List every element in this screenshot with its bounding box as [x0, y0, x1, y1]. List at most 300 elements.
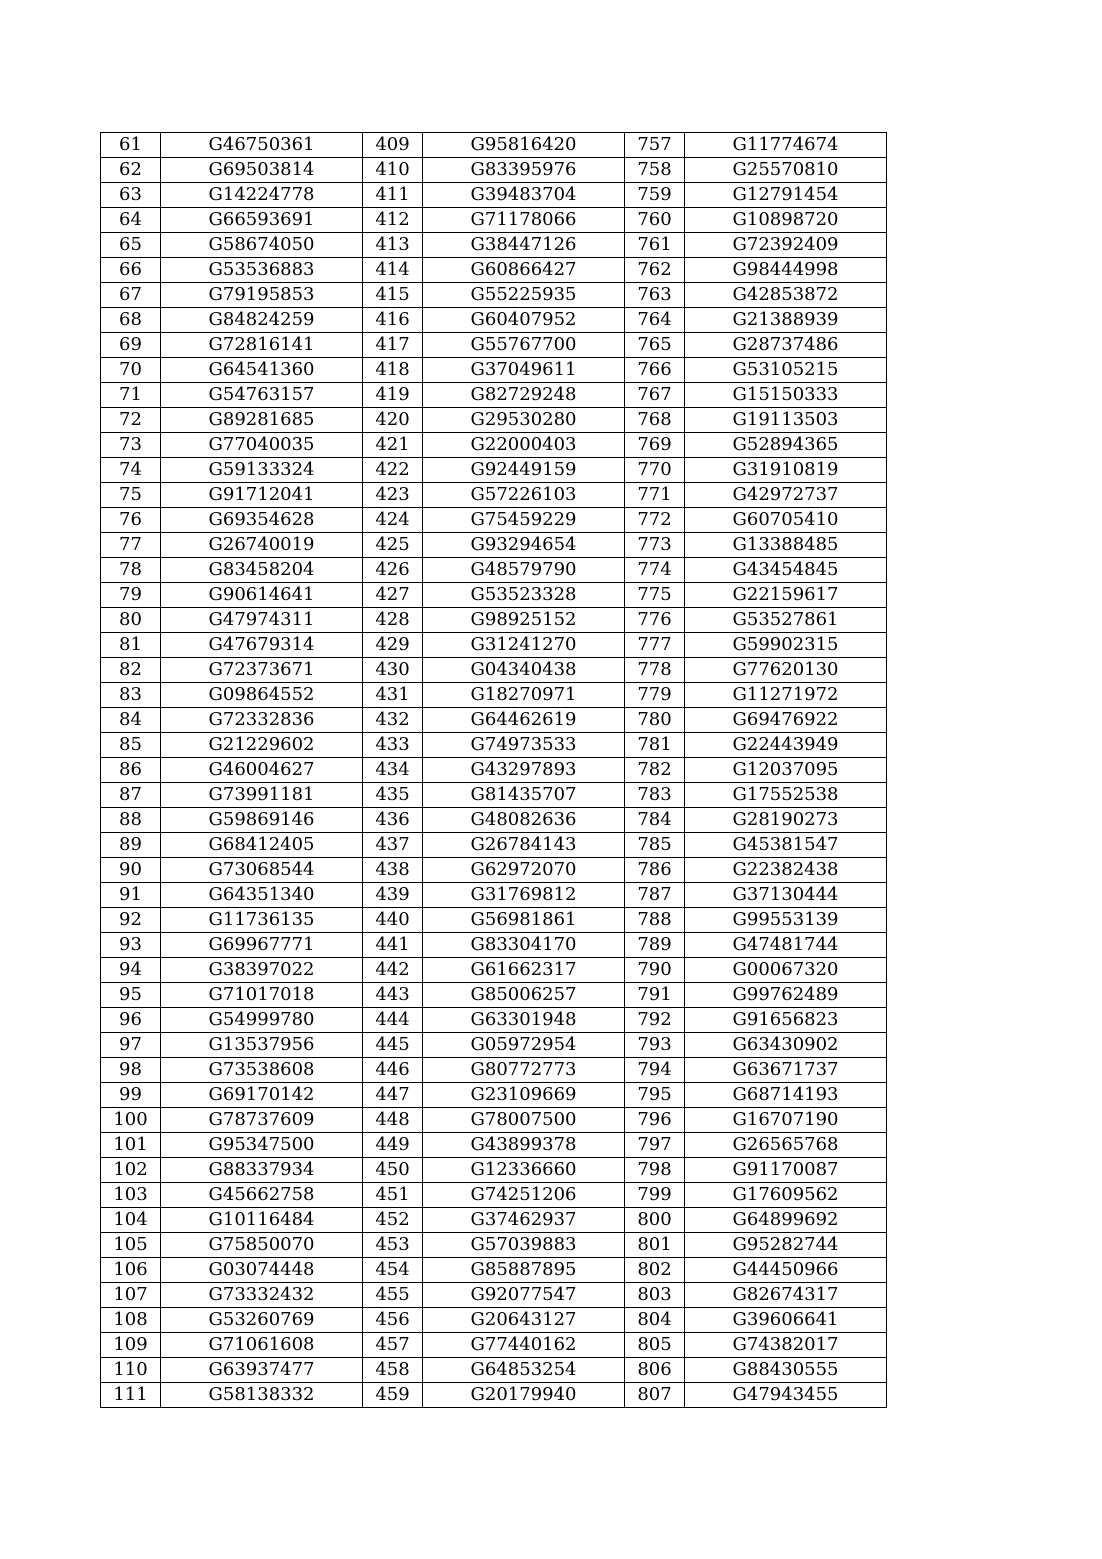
code-cell: G55225935 — [423, 283, 625, 308]
code-cell: G12336660 — [423, 1158, 625, 1183]
serial-number-cell: 423 — [363, 483, 423, 508]
code-cell: G45662758 — [161, 1183, 363, 1208]
table-row — [101, 1058, 887, 1083]
serial-number-cell: 759 — [625, 183, 685, 208]
code-cell: G92449159 — [423, 458, 625, 483]
code-cell: G19113503 — [685, 408, 887, 433]
code-cell: G81435707 — [423, 783, 625, 808]
code-cell: G57226103 — [423, 483, 625, 508]
serial-number-cell: 770 — [625, 458, 685, 483]
table-row — [101, 683, 887, 708]
code-cell: G72816141 — [161, 333, 363, 358]
serial-number-cell: 456 — [363, 1308, 423, 1333]
serial-number-cell: 85 — [101, 733, 161, 758]
code-cell: G42853872 — [685, 283, 887, 308]
serial-number-cell: 426 — [363, 558, 423, 583]
table-row — [101, 1383, 887, 1408]
serial-number-cell: 451 — [363, 1183, 423, 1208]
code-cell: G75850070 — [161, 1233, 363, 1258]
table-row — [101, 458, 887, 483]
serial-number-cell: 776 — [625, 608, 685, 633]
code-cell: G68412405 — [161, 833, 363, 858]
serial-number-cell: 61 — [101, 133, 161, 158]
serial-number-cell: 448 — [363, 1108, 423, 1133]
serial-number-cell: 97 — [101, 1033, 161, 1058]
table-row — [101, 858, 887, 883]
serial-number-cell: 86 — [101, 758, 161, 783]
code-cell: G88430555 — [685, 1358, 887, 1383]
code-cell: G77440162 — [423, 1333, 625, 1358]
table-row — [101, 133, 887, 158]
code-cell: G64351340 — [161, 883, 363, 908]
serial-number-cell: 419 — [363, 383, 423, 408]
serial-number-cell: 457 — [363, 1333, 423, 1358]
serial-number-cell: 459 — [363, 1383, 423, 1408]
code-cell: G74382017 — [685, 1333, 887, 1358]
code-cell: G74251206 — [423, 1183, 625, 1208]
table-row — [101, 558, 887, 583]
serial-number-cell: 763 — [625, 283, 685, 308]
code-cell: G11774674 — [685, 133, 887, 158]
serial-number-cell: 441 — [363, 933, 423, 958]
serial-number-cell: 81 — [101, 633, 161, 658]
serial-number-cell: 806 — [625, 1358, 685, 1383]
code-cell: G99553139 — [685, 908, 887, 933]
table-row — [101, 183, 887, 208]
serial-number-cell: 72 — [101, 408, 161, 433]
table-row — [101, 1158, 887, 1183]
code-cell: G26740019 — [161, 533, 363, 558]
serial-number-cell: 801 — [625, 1233, 685, 1258]
code-cell: G91170087 — [685, 1158, 887, 1183]
code-cell: G80772773 — [423, 1058, 625, 1083]
code-cell: G85006257 — [423, 983, 625, 1008]
code-cell: G54999780 — [161, 1008, 363, 1033]
table-row — [101, 233, 887, 258]
table-row — [101, 333, 887, 358]
code-cell: G73068544 — [161, 858, 363, 883]
code-cell: G05972954 — [423, 1033, 625, 1058]
serial-number-cell: 94 — [101, 958, 161, 983]
code-cell: G47943455 — [685, 1383, 887, 1408]
serial-number-cell: 768 — [625, 408, 685, 433]
code-cell: G64541360 — [161, 358, 363, 383]
serial-number-cell: 103 — [101, 1183, 161, 1208]
table-row — [101, 283, 887, 308]
serial-number-cell: 409 — [363, 133, 423, 158]
code-cell: G03074448 — [161, 1258, 363, 1283]
serial-number-cell: 107 — [101, 1283, 161, 1308]
serial-number-cell: 777 — [625, 633, 685, 658]
serial-number-cell: 87 — [101, 783, 161, 808]
serial-number-cell: 436 — [363, 808, 423, 833]
serial-number-cell: 791 — [625, 983, 685, 1008]
serial-number-cell: 417 — [363, 333, 423, 358]
table-row — [101, 733, 887, 758]
code-cell: G92077547 — [423, 1283, 625, 1308]
serial-number-cell: 105 — [101, 1233, 161, 1258]
serial-number-cell: 774 — [625, 558, 685, 583]
table-row — [101, 1083, 887, 1108]
table-row — [101, 833, 887, 858]
code-cell: G21388939 — [685, 308, 887, 333]
table-row — [101, 783, 887, 808]
code-cell: G53260769 — [161, 1308, 363, 1333]
table-row — [101, 1358, 887, 1383]
serial-number-cell: 106 — [101, 1258, 161, 1283]
serial-number-cell: 88 — [101, 808, 161, 833]
serial-number-cell: 415 — [363, 283, 423, 308]
code-cell: G59902315 — [685, 633, 887, 658]
code-cell: G22443949 — [685, 733, 887, 758]
code-cell: G22159617 — [685, 583, 887, 608]
code-cell: G60407952 — [423, 308, 625, 333]
code-cell: G17552538 — [685, 783, 887, 808]
code-cell: G71061608 — [161, 1333, 363, 1358]
serial-number-cell: 784 — [625, 808, 685, 833]
table-row — [101, 808, 887, 833]
table-row — [101, 1183, 887, 1208]
code-cell: G00067320 — [685, 958, 887, 983]
code-cell: G15150333 — [685, 383, 887, 408]
serial-number-cell: 92 — [101, 908, 161, 933]
table-row — [101, 208, 887, 233]
code-cell: G78737609 — [161, 1108, 363, 1133]
serial-number-cell: 410 — [363, 158, 423, 183]
code-cell: G11271972 — [685, 683, 887, 708]
serial-number-cell: 90 — [101, 858, 161, 883]
serial-number-cell: 802 — [625, 1258, 685, 1283]
code-cell: G48579790 — [423, 558, 625, 583]
serial-number-cell: 413 — [363, 233, 423, 258]
serial-number-cell: 780 — [625, 708, 685, 733]
code-cell: G26784143 — [423, 833, 625, 858]
table-row — [101, 758, 887, 783]
serial-number-cell: 434 — [363, 758, 423, 783]
code-cell: G53527861 — [685, 608, 887, 633]
code-cell: G60866427 — [423, 258, 625, 283]
code-cell: G99762489 — [685, 983, 887, 1008]
code-cell: G77040035 — [161, 433, 363, 458]
code-cell: G64462619 — [423, 708, 625, 733]
code-cell: G46750361 — [161, 133, 363, 158]
code-cell: G59869146 — [161, 808, 363, 833]
serial-number-cell: 102 — [101, 1158, 161, 1183]
table-row — [101, 633, 887, 658]
serial-number-cell: 797 — [625, 1133, 685, 1158]
code-cell: G26565768 — [685, 1133, 887, 1158]
code-cell: G12037095 — [685, 758, 887, 783]
serial-number-cell: 439 — [363, 883, 423, 908]
serial-number-cell: 437 — [363, 833, 423, 858]
code-cell: G58138332 — [161, 1383, 363, 1408]
serial-number-cell: 110 — [101, 1358, 161, 1383]
serial-number-cell: 418 — [363, 358, 423, 383]
table-row — [101, 983, 887, 1008]
serial-number-cell: 66 — [101, 258, 161, 283]
table-row — [101, 1208, 887, 1233]
code-cell: G37130444 — [685, 883, 887, 908]
serial-number-cell: 449 — [363, 1133, 423, 1158]
serial-number-cell: 447 — [363, 1083, 423, 1108]
serial-number-cell: 80 — [101, 608, 161, 633]
code-cell: G14224778 — [161, 183, 363, 208]
code-cell: G45381547 — [685, 833, 887, 858]
serial-number-cell: 411 — [363, 183, 423, 208]
code-cell: G61662317 — [423, 958, 625, 983]
code-cell: G74973533 — [423, 733, 625, 758]
serial-number-cell: 446 — [363, 1058, 423, 1083]
serial-number-cell: 445 — [363, 1033, 423, 1058]
serial-number-cell: 779 — [625, 683, 685, 708]
code-cell: G95816420 — [423, 133, 625, 158]
serial-number-cell: 109 — [101, 1333, 161, 1358]
table-row — [101, 1008, 887, 1033]
serial-number-cell: 778 — [625, 658, 685, 683]
serial-number-cell: 101 — [101, 1133, 161, 1158]
code-cell: G54763157 — [161, 383, 363, 408]
code-cell: G53523328 — [423, 583, 625, 608]
code-cell: G22382438 — [685, 858, 887, 883]
code-cell: G82729248 — [423, 383, 625, 408]
serial-number-cell: 450 — [363, 1158, 423, 1183]
table-row — [101, 1108, 887, 1133]
code-cell: G47679314 — [161, 633, 363, 658]
serial-number-cell: 761 — [625, 233, 685, 258]
code-cell: G28737486 — [685, 333, 887, 358]
code-cell: G79195853 — [161, 283, 363, 308]
code-cell: G23109669 — [423, 1083, 625, 1108]
code-cell: G25570810 — [685, 158, 887, 183]
serial-number-cell: 798 — [625, 1158, 685, 1183]
code-cell: G64853254 — [423, 1358, 625, 1383]
serial-number-cell: 789 — [625, 933, 685, 958]
serial-number-cell: 765 — [625, 333, 685, 358]
serial-number-cell: 435 — [363, 783, 423, 808]
code-cell: G73332432 — [161, 1283, 363, 1308]
code-cell: G77620130 — [685, 658, 887, 683]
code-cell: G68714193 — [685, 1083, 887, 1108]
serial-number-cell: 455 — [363, 1283, 423, 1308]
code-cell: G64899692 — [685, 1208, 887, 1233]
serial-number-cell: 788 — [625, 908, 685, 933]
serial-number-cell: 96 — [101, 1008, 161, 1033]
serial-number-cell: 771 — [625, 483, 685, 508]
code-cell: G12791454 — [685, 183, 887, 208]
table-row — [101, 1133, 887, 1158]
serial-number-cell: 796 — [625, 1108, 685, 1133]
serial-number-cell: 422 — [363, 458, 423, 483]
code-cell: G58674050 — [161, 233, 363, 258]
serial-number-cell: 764 — [625, 308, 685, 333]
code-cell: G63671737 — [685, 1058, 887, 1083]
code-cell: G47974311 — [161, 608, 363, 633]
serial-number-cell: 63 — [101, 183, 161, 208]
code-cell: G18270971 — [423, 683, 625, 708]
serial-number-cell: 82 — [101, 658, 161, 683]
serial-number-cell: 787 — [625, 883, 685, 908]
table-row — [101, 308, 887, 333]
table-row — [101, 408, 887, 433]
serial-number-cell: 74 — [101, 458, 161, 483]
code-cell: G95347500 — [161, 1133, 363, 1158]
serial-number-cell: 793 — [625, 1033, 685, 1058]
code-cell: G78007500 — [423, 1108, 625, 1133]
table-row — [101, 908, 887, 933]
table-row — [101, 508, 887, 533]
code-cell: G62972070 — [423, 858, 625, 883]
serial-number-cell: 69 — [101, 333, 161, 358]
table-row — [101, 533, 887, 558]
serial-number-cell: 412 — [363, 208, 423, 233]
serial-number-cell: 454 — [363, 1258, 423, 1283]
serial-number-cell: 65 — [101, 233, 161, 258]
code-table — [100, 132, 887, 1408]
serial-number-cell: 91 — [101, 883, 161, 908]
code-table-body — [101, 133, 887, 1408]
code-cell: G10898720 — [685, 208, 887, 233]
code-cell: G11736135 — [161, 908, 363, 933]
serial-number-cell: 414 — [363, 258, 423, 283]
code-cell: G89281685 — [161, 408, 363, 433]
serial-number-cell: 430 — [363, 658, 423, 683]
table-row — [101, 1233, 887, 1258]
table-row — [101, 483, 887, 508]
code-cell: G21229602 — [161, 733, 363, 758]
table-row — [101, 1283, 887, 1308]
code-cell: G63937477 — [161, 1358, 363, 1383]
serial-number-cell: 425 — [363, 533, 423, 558]
table-row — [101, 433, 887, 458]
serial-number-cell: 83 — [101, 683, 161, 708]
serial-number-cell: 443 — [363, 983, 423, 1008]
serial-number-cell: 762 — [625, 258, 685, 283]
serial-number-cell: 807 — [625, 1383, 685, 1408]
table-row — [101, 608, 887, 633]
serial-number-cell: 73 — [101, 433, 161, 458]
serial-number-cell: 766 — [625, 358, 685, 383]
serial-number-cell: 428 — [363, 608, 423, 633]
code-cell: G56981861 — [423, 908, 625, 933]
serial-number-cell: 767 — [625, 383, 685, 408]
code-cell: G73538608 — [161, 1058, 363, 1083]
code-cell: G59133324 — [161, 458, 363, 483]
code-cell: G13388485 — [685, 533, 887, 558]
serial-number-cell: 783 — [625, 783, 685, 808]
serial-number-cell: 800 — [625, 1208, 685, 1233]
serial-number-cell: 68 — [101, 308, 161, 333]
serial-number-cell: 775 — [625, 583, 685, 608]
code-cell: G47481744 — [685, 933, 887, 958]
code-cell: G13537956 — [161, 1033, 363, 1058]
serial-number-cell: 424 — [363, 508, 423, 533]
code-cell: G91712041 — [161, 483, 363, 508]
code-cell: G28190273 — [685, 808, 887, 833]
code-cell: G57039883 — [423, 1233, 625, 1258]
code-cell: G52894365 — [685, 433, 887, 458]
code-cell: G43454845 — [685, 558, 887, 583]
code-cell: G93294654 — [423, 533, 625, 558]
code-cell: G38397022 — [161, 958, 363, 983]
serial-number-cell: 433 — [363, 733, 423, 758]
table-row — [101, 258, 887, 283]
serial-number-cell: 792 — [625, 1008, 685, 1033]
serial-number-cell: 803 — [625, 1283, 685, 1308]
serial-number-cell: 444 — [363, 1008, 423, 1033]
code-cell: G37049611 — [423, 358, 625, 383]
code-cell: G39483704 — [423, 183, 625, 208]
serial-number-cell: 78 — [101, 558, 161, 583]
serial-number-cell: 786 — [625, 858, 685, 883]
serial-number-cell: 77 — [101, 533, 161, 558]
serial-number-cell: 458 — [363, 1358, 423, 1383]
table-row — [101, 1258, 887, 1283]
serial-number-cell: 804 — [625, 1308, 685, 1333]
serial-number-cell: 432 — [363, 708, 423, 733]
serial-number-cell: 421 — [363, 433, 423, 458]
code-cell: G31241270 — [423, 633, 625, 658]
code-cell: G60705410 — [685, 508, 887, 533]
serial-number-cell: 431 — [363, 683, 423, 708]
code-cell: G72373671 — [161, 658, 363, 683]
serial-number-cell: 760 — [625, 208, 685, 233]
serial-number-cell: 93 — [101, 933, 161, 958]
serial-number-cell: 805 — [625, 1333, 685, 1358]
serial-number-cell: 785 — [625, 833, 685, 858]
serial-number-cell: 795 — [625, 1083, 685, 1108]
code-cell: G16707190 — [685, 1108, 887, 1133]
code-cell: G44450966 — [685, 1258, 887, 1283]
serial-number-cell: 453 — [363, 1233, 423, 1258]
serial-number-cell: 99 — [101, 1083, 161, 1108]
code-cell: G73991181 — [161, 783, 363, 808]
code-cell: G90614641 — [161, 583, 363, 608]
serial-number-cell: 100 — [101, 1108, 161, 1133]
code-cell: G31769812 — [423, 883, 625, 908]
serial-number-cell: 782 — [625, 758, 685, 783]
serial-number-cell: 773 — [625, 533, 685, 558]
code-cell: G98444998 — [685, 258, 887, 283]
code-cell: G71017018 — [161, 983, 363, 1008]
serial-number-cell: 427 — [363, 583, 423, 608]
serial-number-cell: 98 — [101, 1058, 161, 1083]
code-cell: G20643127 — [423, 1308, 625, 1333]
code-cell: G91656823 — [685, 1008, 887, 1033]
serial-number-cell: 438 — [363, 858, 423, 883]
code-cell: G63301948 — [423, 1008, 625, 1033]
code-cell: G69476922 — [685, 708, 887, 733]
serial-number-cell: 757 — [625, 133, 685, 158]
code-cell: G29530280 — [423, 408, 625, 433]
code-cell: G83304170 — [423, 933, 625, 958]
code-cell: G75459229 — [423, 508, 625, 533]
serial-number-cell: 75 — [101, 483, 161, 508]
serial-number-cell: 104 — [101, 1208, 161, 1233]
serial-number-cell: 76 — [101, 508, 161, 533]
table-row — [101, 583, 887, 608]
code-cell: G69967771 — [161, 933, 363, 958]
code-cell: G69354628 — [161, 508, 363, 533]
table-row — [101, 383, 887, 408]
serial-number-cell: 111 — [101, 1383, 161, 1408]
serial-number-cell: 420 — [363, 408, 423, 433]
code-cell: G63430902 — [685, 1033, 887, 1058]
code-cell: G22000403 — [423, 433, 625, 458]
table-row — [101, 658, 887, 683]
code-cell: G53536883 — [161, 258, 363, 283]
serial-number-cell: 62 — [101, 158, 161, 183]
serial-number-cell: 89 — [101, 833, 161, 858]
